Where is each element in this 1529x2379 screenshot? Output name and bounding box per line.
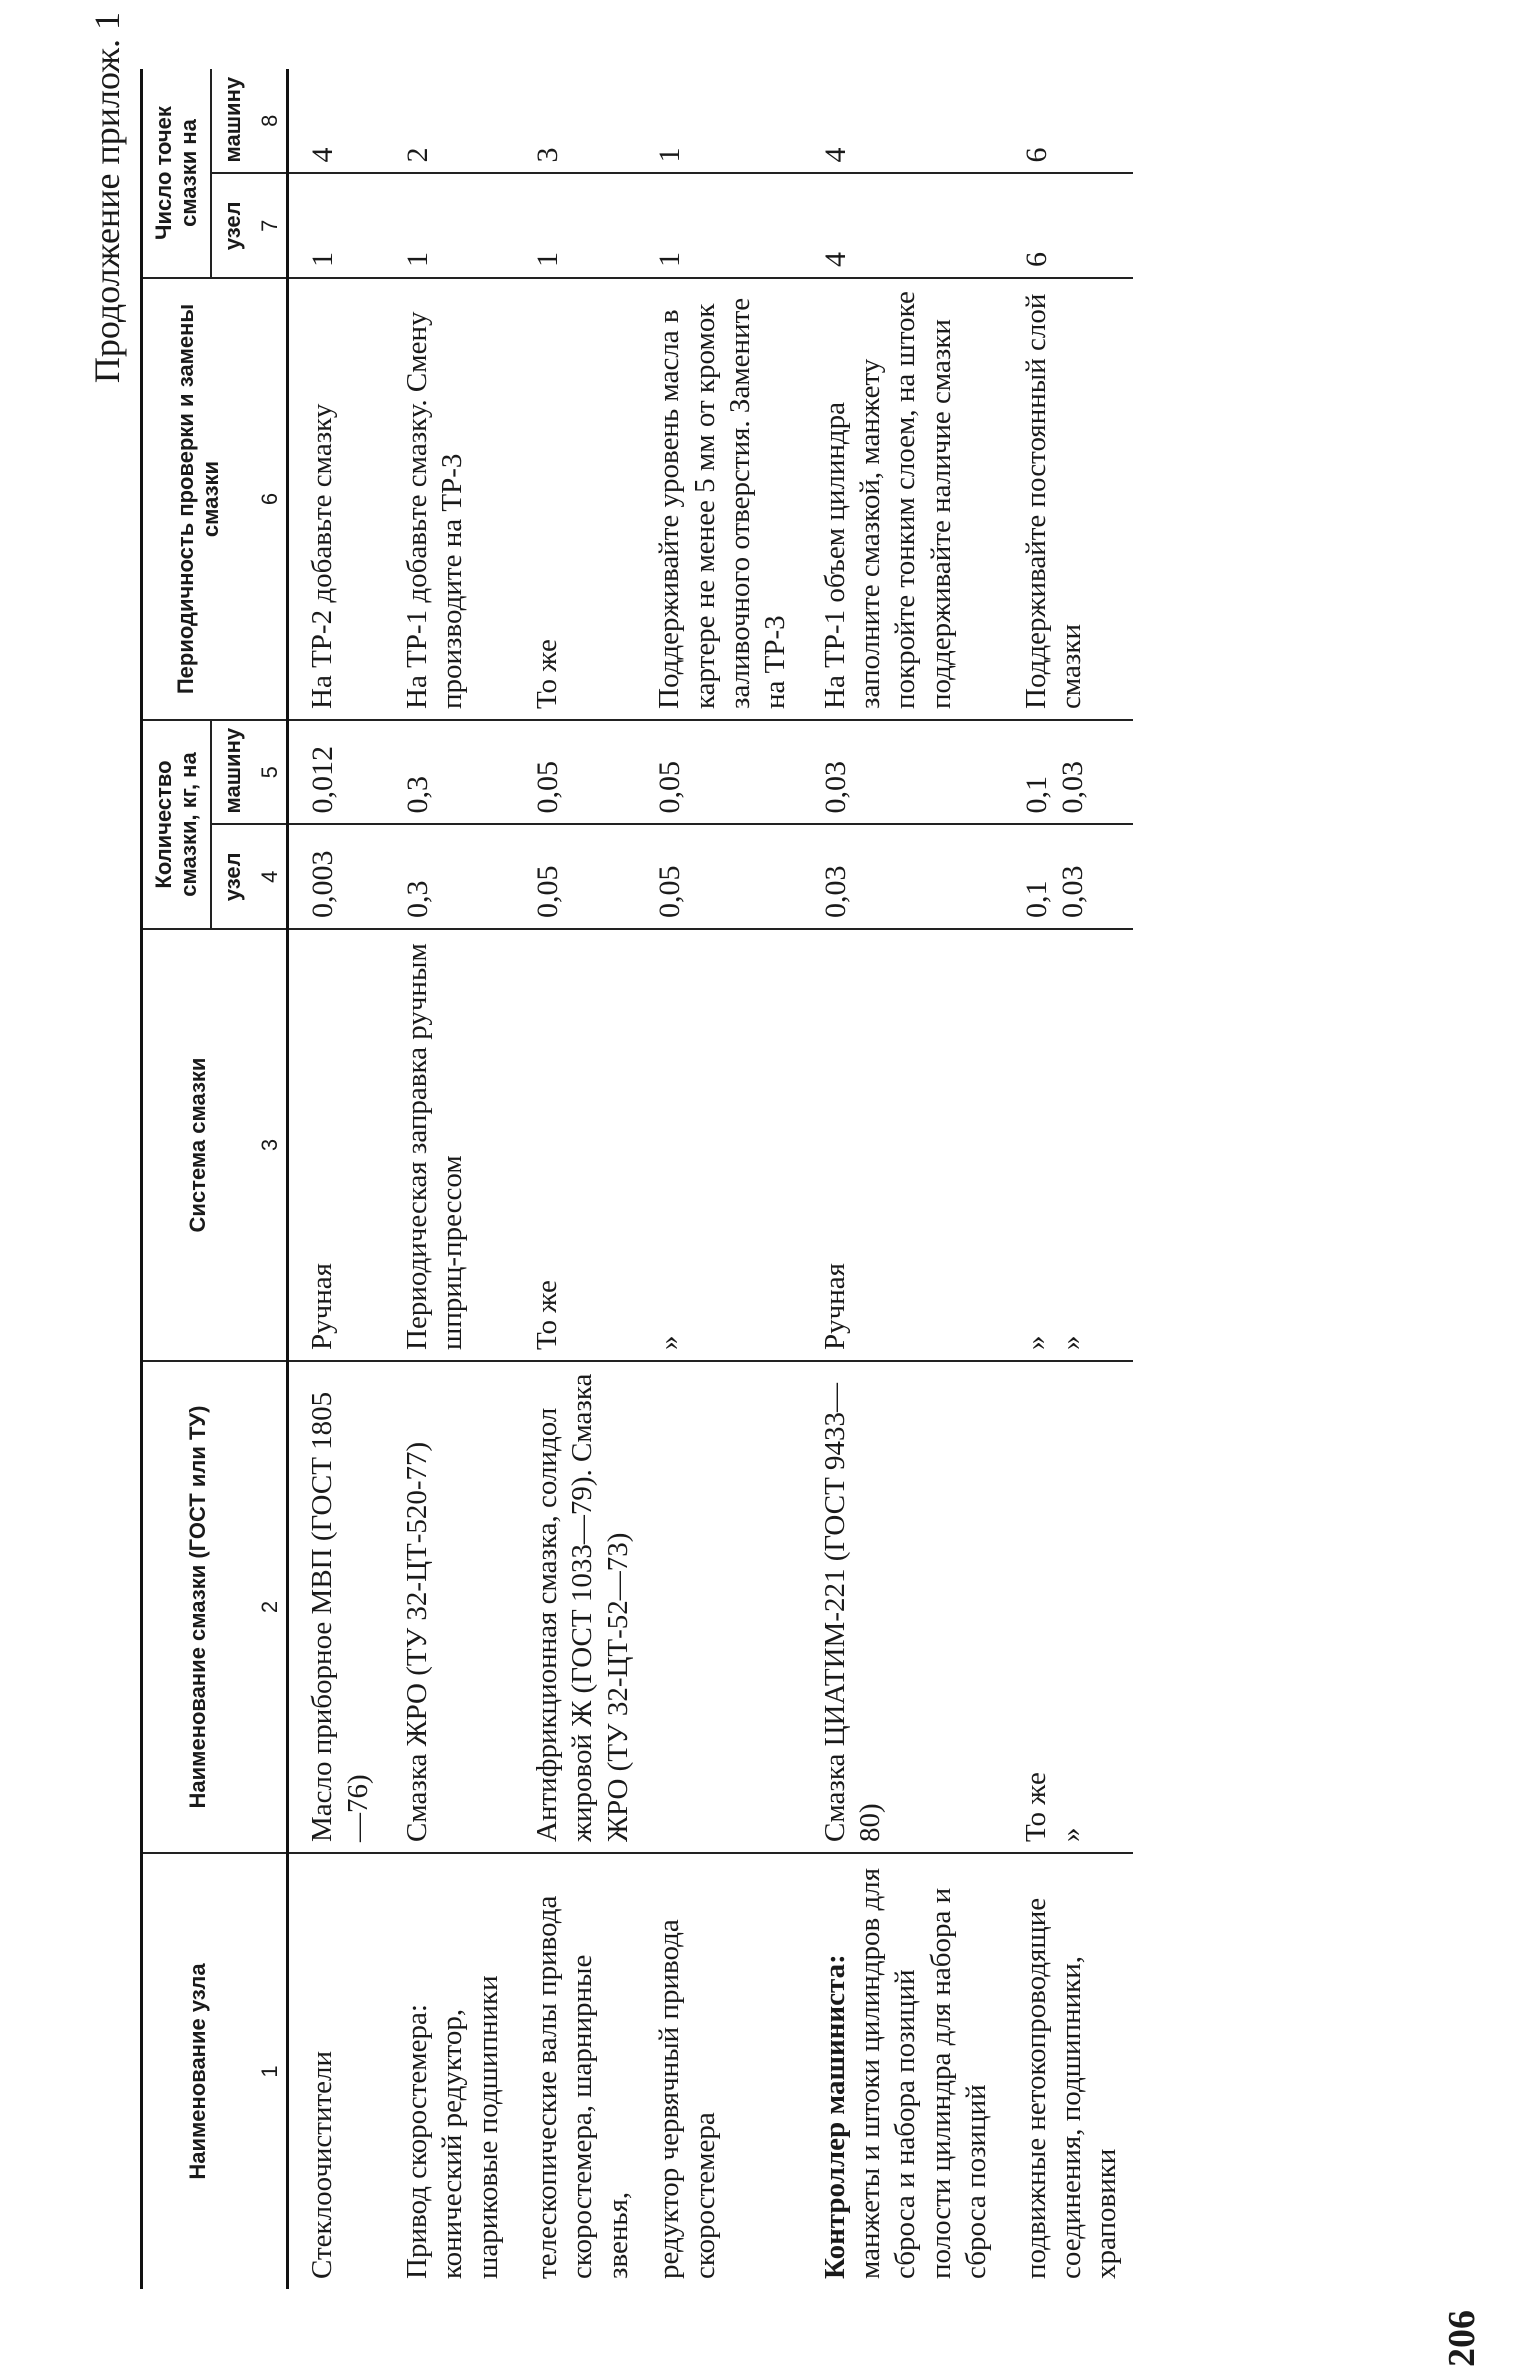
column-number-7: 7 bbox=[253, 174, 288, 279]
period: На ТР-2 добавьте смазку bbox=[288, 278, 384, 720]
page-number: 206 bbox=[1441, 2310, 1483, 2367]
lubrication-system: То же bbox=[514, 929, 644, 1361]
unit-name: Стеклоочистители bbox=[288, 1853, 384, 2289]
table-row bbox=[384, 69, 514, 2289]
qty-machine: 0,3 bbox=[384, 720, 514, 825]
table-row bbox=[802, 69, 1003, 2289]
header-lubricant-name: Наименование смазки (ГОСТ или ТУ) bbox=[142, 1361, 253, 1853]
points-unit: 4 bbox=[802, 174, 1003, 279]
lubricant-name: Смазка ЖРО (ТУ 32-ЦТ-520-77) bbox=[384, 1361, 514, 1853]
period: На ТР-1 объем цилиндра заполните смазкой, манжету покройте тонким слоем, на штоке поддерживайте наличие смазки bbox=[802, 278, 1003, 720]
header-quantity: Количество смазки, кг, на bbox=[142, 720, 211, 929]
header-period: Периодичность проверки и замены смазки bbox=[142, 278, 253, 720]
qty-machine: 0,05 bbox=[644, 720, 802, 825]
lubrication-system: Ручная bbox=[288, 929, 384, 1361]
qty-machine: 0,03 bbox=[802, 720, 1003, 825]
points-unit: 1 bbox=[288, 174, 384, 279]
unit-name: телескопические валы привода скоростемера, шарнирные звенья, bbox=[514, 1853, 644, 2289]
column-number-3: 3 bbox=[253, 929, 288, 1361]
header-points: Число точек смазки на bbox=[142, 69, 211, 278]
lubricant-name: То же » bbox=[1003, 1361, 1133, 1853]
column-number-6: 6 bbox=[253, 278, 288, 720]
table-row bbox=[644, 69, 802, 2289]
period: То же bbox=[514, 278, 644, 720]
table-row bbox=[1003, 69, 1133, 2289]
period: Поддерживайте постоянный слой смазки bbox=[1003, 278, 1133, 720]
table-row bbox=[288, 69, 384, 2289]
period: На ТР-1 добавьте смазку. Смену производите на ТР-3 bbox=[384, 278, 514, 720]
qty-unit: 0,3 bbox=[384, 825, 514, 930]
points-machine: 4 bbox=[818, 147, 852, 163]
lubricant-name: Смазка ЦИАТИМ-221 (ГОСТ 9433—80) bbox=[802, 1361, 1003, 1853]
points-machine: 1 bbox=[653, 147, 687, 163]
qty-unit: 0,05 bbox=[644, 825, 802, 930]
header-points-machine: машину bbox=[219, 76, 245, 163]
qty-machine: 0,05 bbox=[514, 720, 644, 825]
lubricant-name bbox=[644, 1361, 802, 1853]
lubrication-system: Ручная bbox=[802, 929, 1003, 1361]
period: Поддерживайте уровень масла в картере не менее 5 мм от кромок заливочного отверстия. Замените на ТР-3 bbox=[644, 278, 802, 720]
header-lubrication-system: Система смазки bbox=[142, 929, 253, 1361]
header-qty-unit: узел bbox=[211, 825, 253, 930]
points-machine: 2 bbox=[400, 147, 434, 163]
column-number-5: 5 bbox=[253, 720, 288, 825]
table-row bbox=[514, 69, 644, 2289]
unit-name: редуктор червячный привода скоростемера bbox=[644, 1853, 802, 2289]
lubrication-system: » » bbox=[1003, 929, 1133, 1361]
qty-machine: 0,012 bbox=[288, 720, 384, 825]
points-unit: 1 bbox=[644, 174, 802, 279]
column-number-8: 8 bbox=[253, 69, 288, 174]
unit-name: Привод скоростемера: конический редуктор, шариковые подшипники bbox=[384, 1853, 514, 2289]
lubrication-system: » bbox=[644, 929, 802, 1361]
column-number-1: 1 bbox=[253, 1853, 288, 2289]
header-qty-machine: машину bbox=[211, 720, 253, 825]
points-unit: 6 bbox=[1003, 174, 1133, 279]
continuation-caption: Продолжение прилож. 1 bbox=[87, 12, 127, 384]
unit-name: манжеты и штоки цилиндров для сброса и набора позиций полости цилиндра для набора и сброса позиций bbox=[854, 1867, 993, 2279]
unit-group-heading: Контроллер машиниста: bbox=[818, 1954, 851, 2279]
qty-unit: 0,03 bbox=[802, 825, 1003, 930]
qty-unit: 0,05 bbox=[514, 825, 644, 930]
lubrication-system: Периодическая заправка ручным шприц-прессом bbox=[384, 929, 514, 1361]
points-machine: 6 bbox=[1019, 147, 1053, 163]
header-unit-name: Наименование узла bbox=[142, 1853, 253, 2289]
points-unit: 1 bbox=[384, 174, 514, 279]
unit-name-cell bbox=[802, 1853, 1003, 2289]
points-unit: 1 bbox=[514, 174, 644, 279]
lubricant-name: Масло приборное МВП (ГОСТ 1805—76) bbox=[288, 1361, 384, 1853]
qty-unit: 0,003 bbox=[288, 825, 384, 930]
unit-name: подвижные нетокопроводящие соединения, подшипники, храповики bbox=[1003, 1853, 1133, 2289]
lubricant-name: Антифрикционная смазка, солидол жировой Ж (ГОСТ 1033—79). Смазка ЖРО (ТУ 32-ЦТ-52—73) bbox=[514, 1361, 644, 1853]
lubrication-table bbox=[140, 69, 1133, 2289]
qty-unit: 0,1 0,03 bbox=[1003, 825, 1133, 930]
column-number-4: 4 bbox=[253, 825, 288, 930]
qty-machine: 0,1 0,03 bbox=[1003, 720, 1133, 825]
points-machine: 3 bbox=[531, 147, 565, 163]
column-number-2: 2 bbox=[253, 1361, 288, 1853]
points-machine: 4 bbox=[306, 147, 340, 163]
header-points-unit: узел bbox=[211, 174, 253, 279]
